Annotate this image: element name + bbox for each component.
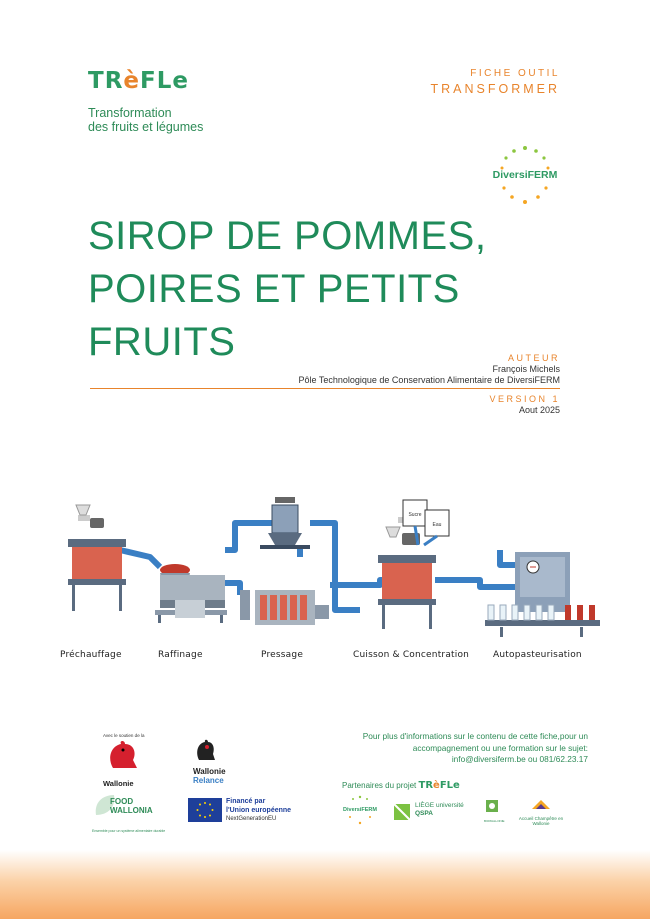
- logo-subtitle: Transformation des fruits et légumes: [88, 106, 204, 134]
- step-raffinage: Raffinage: [158, 650, 203, 660]
- accueil-champetre-icon: [530, 797, 552, 811]
- author-block: AUTEUR François Michels Pôle Technologique de Conservation Alimentaire de DiversiFERM: [298, 353, 560, 385]
- trefle-logo: TRèFLe: [88, 68, 189, 94]
- version-date: Aout 2025: [518, 405, 560, 415]
- version-block: VERSION 1 Aout 2025: [489, 394, 560, 415]
- divider: [90, 388, 560, 389]
- partner-diversiferm: DiversiFERM: [340, 795, 380, 830]
- diversiferm-logo: [490, 144, 560, 208]
- partner-accueil-champetre: Accueil Champêtre en Wallonie: [518, 797, 564, 826]
- liege-logo-icon: [392, 802, 412, 822]
- tank-label-eau: Eau: [432, 522, 442, 528]
- prechauffage-machine: [68, 505, 126, 611]
- author-name: François Michels: [492, 364, 560, 374]
- footer-gradient: [0, 850, 650, 919]
- contact-info: Pour plus d'informations sur le contenu de cette fiche,pour un accompagnement ou une formation sur le sujet: info@diversiferm.be ou 081/62.23.17: [362, 731, 588, 764]
- biowallonie-icon: [484, 798, 500, 814]
- tank-label-sucre: Sucre: [408, 512, 422, 518]
- step-cuisson-concentration: Cuisson & Concentration: [353, 650, 470, 660]
- pressage-machine: [240, 497, 329, 625]
- partners-trefle: TRèFLe: [418, 780, 460, 791]
- step-prechauffage: Préchauffage: [60, 650, 122, 660]
- eu-flag-icon: [188, 798, 222, 822]
- raffinage-machine: [155, 564, 227, 623]
- step-pressage: Pressage: [261, 650, 304, 660]
- wallonie-logo: Avec le soutien de la Wallonie: [103, 733, 145, 788]
- page-title: SIROP DE POMMES, POIRES ET PETITS FRUITS: [88, 214, 487, 364]
- step-autopasteurisation: Autopasteurisation: [493, 650, 582, 660]
- diversiferm-text: DiversiFERM: [492, 169, 558, 181]
- wallonie-relance-logo: Wallonie Relance: [193, 738, 226, 785]
- cuisson-machine: [378, 500, 449, 629]
- rooster-icon: [103, 738, 143, 774]
- partners-label: Partenaires du projet TRèFLe: [342, 780, 460, 791]
- author-affiliation: Pôle Technologique de Conservation Alimentaire de DiversiFERM: [298, 375, 560, 385]
- process-illustration: [60, 495, 620, 640]
- fiche-label: FICHE OUTIL TRANSFORMER: [430, 68, 560, 96]
- rooster-small-icon: [193, 738, 217, 762]
- eu-funding-logo: Financé par l'Union européenne NextGenerationEU: [188, 798, 222, 827]
- partner-liege-qspa: LIÈGE université QSPA: [392, 802, 412, 827]
- partner-biowallonie: BIOWALLONIE: [484, 798, 508, 823]
